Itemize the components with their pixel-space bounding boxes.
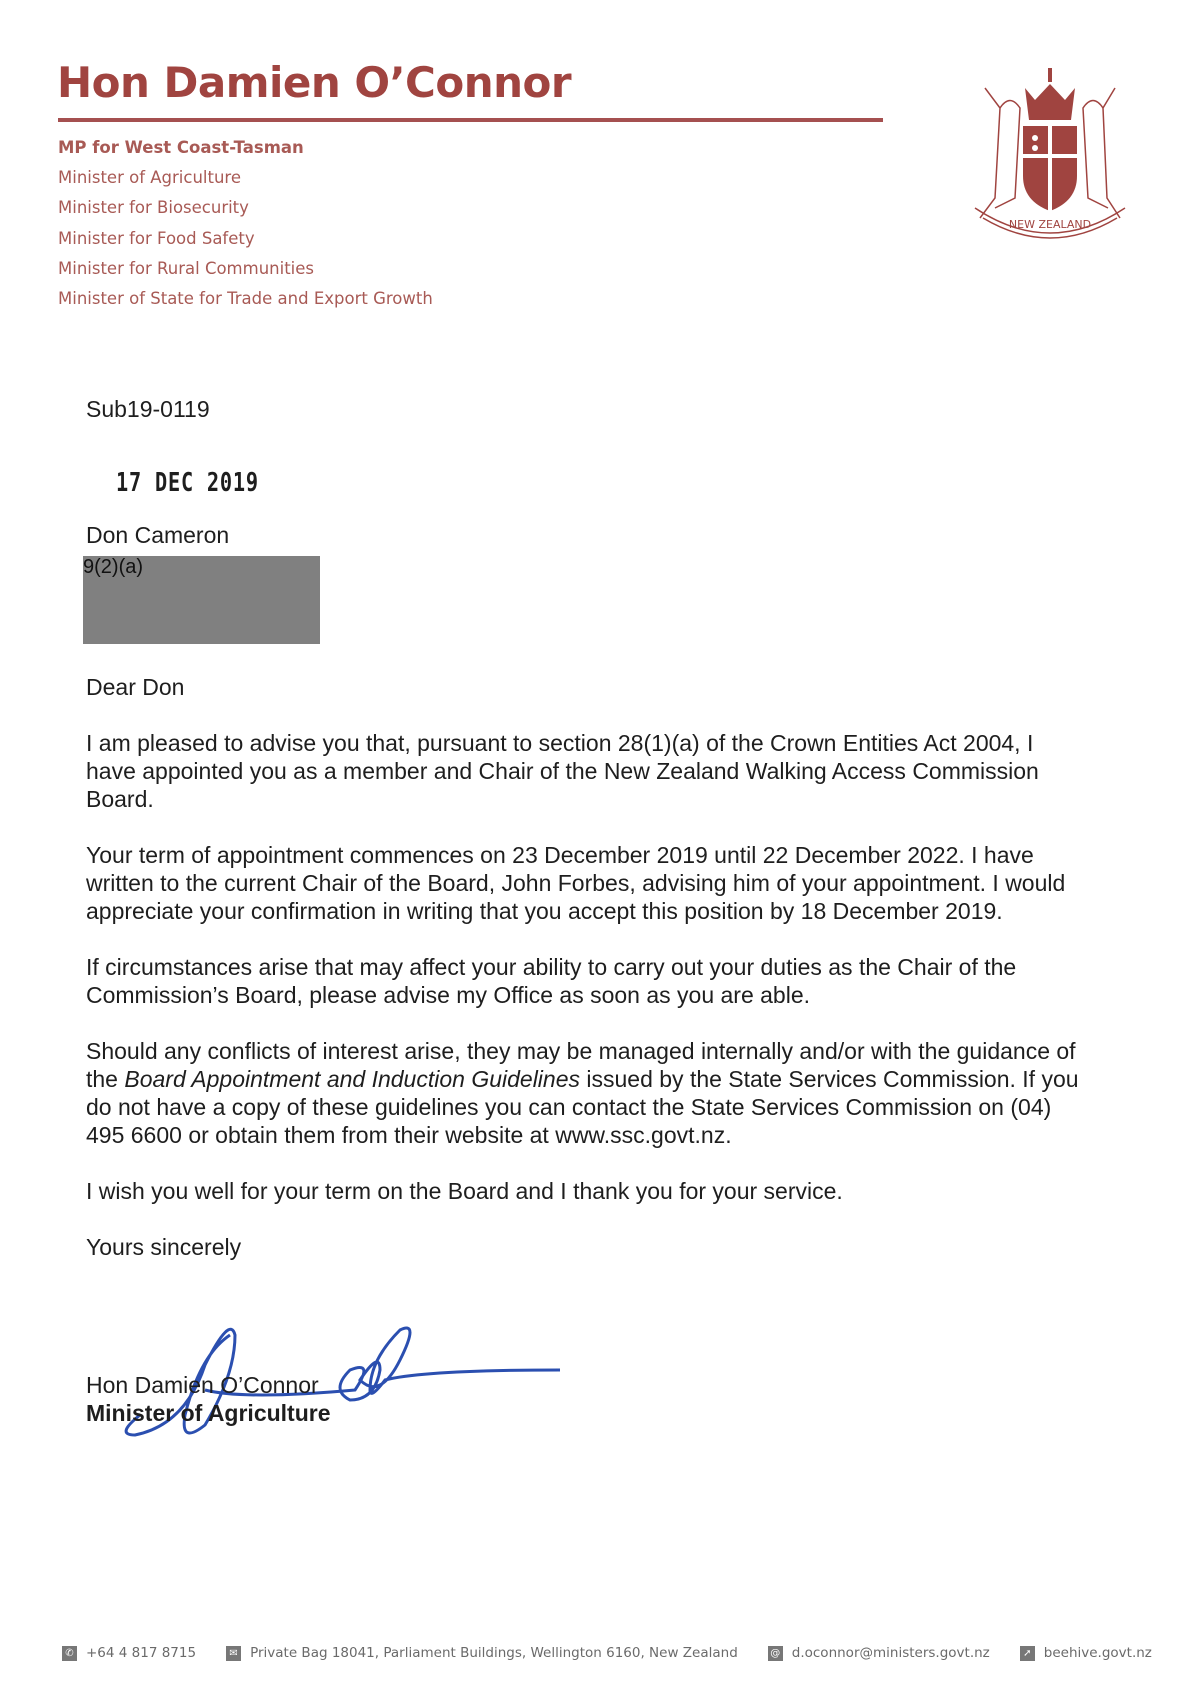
paragraph: If circumstances arise that may affect your ability to carry out your duties as the Chair of the Commission’s Board, please advise my Office as soon as you are able.: [86, 954, 1017, 1008]
paragraph: [86, 1037, 1086, 1149]
letter-body: [86, 673, 1086, 1427]
email-icon: @: [768, 1646, 783, 1661]
paragraph: Your term of appointment commences on 23 December 2019 until 22 December 2022. I have written to the current Chair of the Board, John Forbes, advising him of your appointment. I would appreciate your confirmation in writing that you accept this position by 18 December 2019.: [86, 842, 1066, 924]
signatory-title: Minister of Agriculture: [86, 1400, 331, 1426]
date-stamp: 17 DEC 2019: [116, 468, 259, 498]
paragraph-text: issued by the State Services Commission. If you do not have a copy of these guidelines you can contact the State Services Commission on (04) 495 6600 or obtain them from their website at www.ssc.govt.nz.: [86, 1066, 1079, 1148]
footer-address: Private Bag 18041, Parliament Buildings, Wellington 6160, New Zealand: [250, 1645, 738, 1661]
mail-icon: ✉: [226, 1646, 241, 1661]
closing: Yours sincerely: [86, 1234, 242, 1260]
role-item: Minister for Food Safety: [58, 228, 255, 248]
nz-coat-of-arms-icon: [955, 68, 1145, 240]
footer-website[interactable]: beehive.govt.nz: [1043, 1645, 1152, 1661]
role-item: Minister for Biosecurity: [58, 198, 249, 218]
role-item: Minister of State for Trade and Export Growth: [58, 288, 433, 308]
web-icon: ➚: [1020, 1646, 1035, 1661]
redaction-label: 9(2)(a): [83, 556, 144, 578]
reference-number: Sub19-0119: [86, 396, 210, 422]
footer-email[interactable]: d.oconnor@ministers.govt.nz: [791, 1645, 990, 1661]
guidelines-title: Board Appointment and Induction Guidelines: [124, 1066, 580, 1092]
crest-text: NEW ZEALAND: [1008, 218, 1092, 231]
footer-phone: +64 4 817 8715: [86, 1645, 197, 1661]
role-item: Minister of Agriculture: [58, 168, 241, 188]
footer: [62, 1645, 1182, 1661]
role-item: Minister for Rural Communities: [58, 258, 315, 278]
paragraph: I am pleased to advise you that, pursuant to section 28(1)(a) of the Crown Entities Act 2004, I have appointed you as a member and Chair of the New Zealand Walking Access Commission Board.: [86, 730, 1039, 812]
letterhead-divider: [58, 118, 883, 122]
letterhead-name: Hon Damien O’Connor: [57, 58, 572, 107]
phone-icon: ✆: [62, 1646, 77, 1661]
roles-list: [58, 138, 433, 319]
redacted-address-block: [83, 556, 320, 644]
paragraph-text: Should any conflicts of interest arise, they may be managed internally and/or with the guidance of the: [86, 1038, 1076, 1092]
paragraph: I wish you well for your term on the Board and I thank you for your service.: [86, 1178, 843, 1204]
salutation: Dear Don: [86, 674, 185, 700]
role-item: MP for West Coast-Tasman: [58, 138, 304, 157]
signatory-name: Hon Damien O’Connor: [86, 1372, 319, 1398]
addressee-name: Don Cameron: [86, 522, 230, 548]
